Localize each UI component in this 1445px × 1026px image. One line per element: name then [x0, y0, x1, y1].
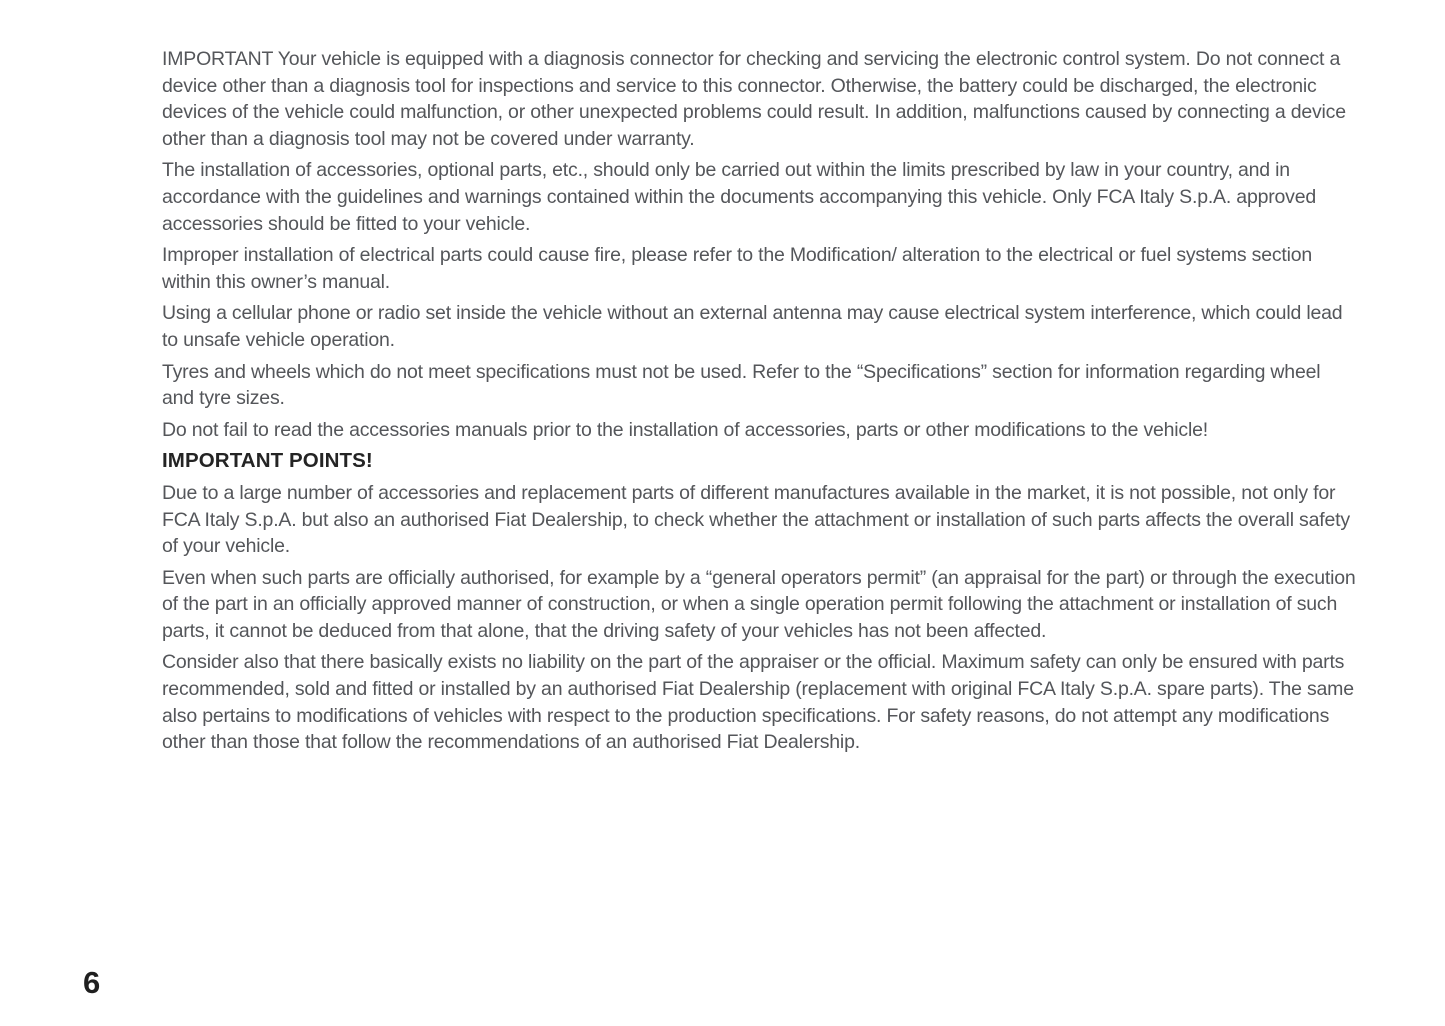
paragraph-tyres-wheels: Tyres and wheels which do not meet specifications must not be used. Refer to the “Specifications” section for information regarding wheel and tyre sizes.	[162, 360, 1321, 410]
paragraph-accessories-installation: The installation of accessories, optional parts, etc., should only be carried out within the limits prescribed by law in your country, and in accordance with the guidelines and warnings contained within the documents accompanying this vehicle. Only FCA Italy S.p.A. approved accessories should be fitted to your vehicle.	[162, 159, 1317, 235]
paragraph-cellular-phone: Using a cellular phone or radio set inside the vehicle without an external antenna may cause electrical system interference, which could lead to unsafe vehicle operation.	[162, 302, 1343, 351]
paragraph-accessories-manuals: Do not fail to read the accessories manuals prior to the installation of accessories, parts or other modifications to the vehicle!	[162, 418, 1208, 441]
page-content	[162, 46, 1356, 761]
paragraph-diagnosis-connector: IMPORTANT Your vehicle is equipped with a diagnosis connector for checking and servicing the electronic control system. Do not connect a device other than a diagnosis tool for inspections and service to this connector. Otherwise, the battery could be discharged, the electronic devices of the vehicle could malfunction, or other unexpected problems could result. In addition, malfunctions caused by connecting a device other than a diagnosis tool may not be covered under warranty.	[162, 48, 1346, 150]
paragraph-electrical-parts: Improper installation of electrical parts could cause fire, please refer to the Modification/ alteration to the electrical or fuel systems section within this owner’s manual.	[162, 244, 1313, 293]
paragraph-replacement-parts: Due to a large number of accessories and replacement parts of different manufactures available in the market, it is not possible, not only for FCA Italy S.p.A. but also an authorised Fiat Dealership, to check whether the attachment or installation of such parts affects the overall safety of your vehicle.	[162, 481, 1350, 558]
paragraph-officially-authorised: Even when such parts are officially authorised, for example by a “general operators permit” (an appraisal for the part) or through the execution of the part in an officially approved manner of construction, or when a single operation permit following the attachment or installation of such parts, it cannot be deduced from that alone, that the driving safety of your vehicles has not been affected.	[162, 566, 1356, 642]
section-heading-important-points: IMPORTANT POINTS!	[162, 449, 373, 473]
page-number: 6	[83, 965, 101, 1000]
paragraph-liability: Consider also that there basically exists no liability on the part of the appraiser or the official. Maximum safety can only be ensured with parts recommended, sold and fitted or installed by an authorised Fiat Dealership (replacement with original FCA Italy S.p.A. spare parts). The same also pertains to modifications of vehicles with respect to the production specifications. For safety reasons, do not attempt any modifications other than those that follow the recommendations of an authorised Fiat Dealership.	[162, 651, 1354, 754]
